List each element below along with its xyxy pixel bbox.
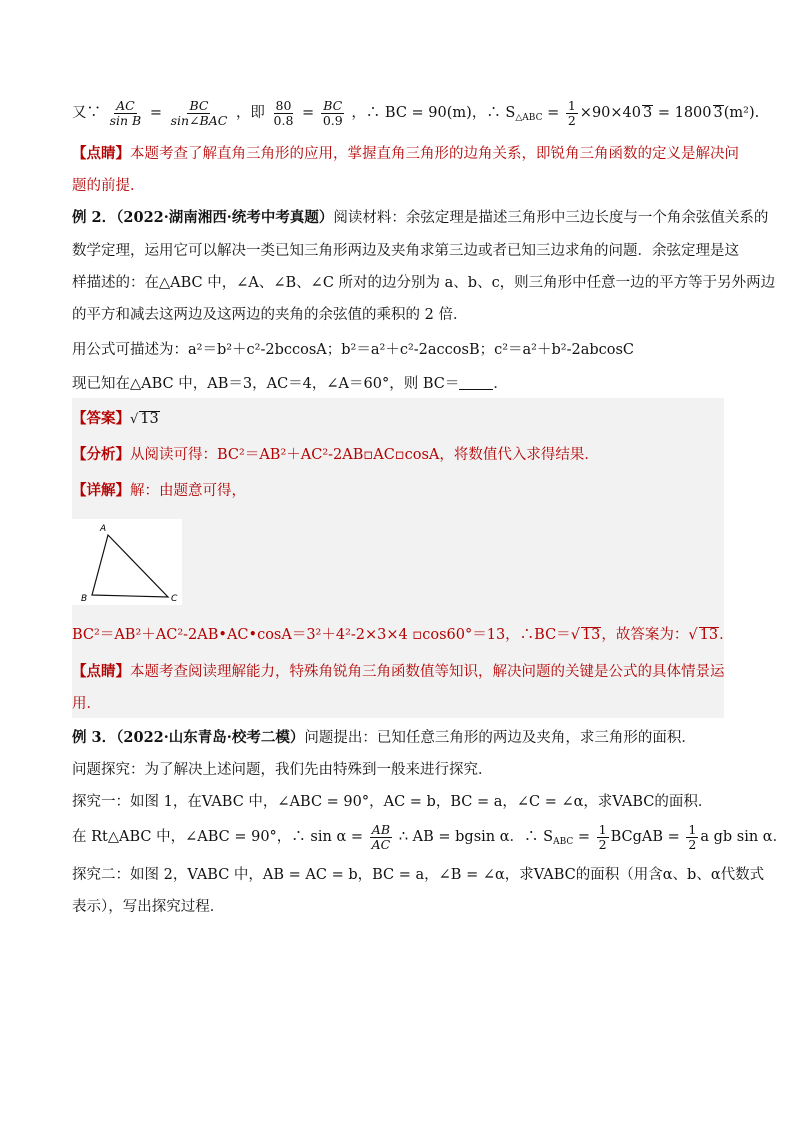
fraction-ab-ac: $\frac{AB}{AC}$ [371, 821, 391, 852]
analysis-line: 【分析】从阅读可得：BC²＝AB²＋AC²-2AB▫AC▫cosA，将数值代入求得结果． [72, 446, 599, 463]
example-3-line-2: 问题探究：为了解决上述问题，我们先由特殊到一般来进行探究． [72, 762, 493, 778]
sqrt-3: 3 [643, 105, 653, 121]
example-2-formula: 用公式可描述为：a²＝b²＋c²-2bccosA；b²＝a²＋c²-2accosB；c²＝a²＋b²-2abcosC [72, 342, 635, 358]
dianjing-1-line-a: 【点睛】本题考查了解直角三角形的应用，掌握直角三角形的边角关系，即锐角三角函数的定义是解决问 [72, 145, 739, 162]
fraction-bc-sinbac: $\frac{BC}{\text{sin∠BAC}}$ [170, 97, 228, 128]
example-3-label: 例 3． [72, 729, 117, 746]
example-3-line-5: 探究二：如图 2，VABC 中，AB = AC = b，BC = a，∠B = ∠α，求VABC的面积（用含α、b、α代数式 [72, 867, 765, 883]
vertex-label-a: A [100, 524, 107, 534]
example-2-line-4: 的平方和减去这两边及这两边的夹角的余弦值的乘积的 2 倍． [72, 307, 468, 323]
text-prefix: 又∵ [72, 105, 101, 121]
answer-tag: 【答案】 [72, 410, 130, 427]
fraction-ac-sinb: $\frac{AC}{\text{sin B}}$ [109, 97, 142, 128]
example-2-source: （2022·湖南湘西·统考中考真题） [116, 209, 334, 226]
detail-tag: 【详解】 [72, 482, 130, 499]
bc-result: ，∴ BC = 90(m) [351, 105, 472, 121]
dianjing-1-line-b: 题的前提． [72, 178, 145, 194]
triangle-shape [92, 535, 168, 597]
dianjing-tag: 【点睛】 [72, 145, 130, 162]
dianjing-tag: 【点睛】 [72, 663, 130, 680]
vertex-label-b: B [81, 594, 88, 604]
sqrt-3: 3 [713, 105, 723, 121]
fraction-half: $\frac{1}{2}$ [567, 97, 576, 128]
example-2-label: 例 2． [72, 209, 117, 226]
fraction-bc-09: $\frac{BC}{0.9}$ [322, 97, 343, 128]
example-3-line-3: 探究一：如图 1，在VABC 中，∠ABC = 90°，AC = b，BC = a，∠C = ∠α，求VABC的面积． [72, 794, 713, 810]
vertex-label-c: C [171, 594, 178, 604]
example-2-line-3: 样描述的：在△ABC 中，∠A、∠B、∠C 所对的边分别为 a、b、c，则三角形中任意一边的平方等于另外两边 [72, 275, 776, 291]
analysis-tag: 【分析】 [72, 446, 130, 463]
example-2-line-2: 数学定理，运用它可以解决一类已知三角形两边及夹角求第三边或者已知三边求角的问题．余弦定理是这 [72, 243, 739, 259]
answer-value: 13 [140, 411, 159, 427]
formula-line-1: 又∵ $\frac{AC}{\text{sin B}}$ = $\frac{BC}{\text{sin∠BAC}}$ ，即 $\frac{80}{0.8}$ = $\frac{BC}{0.9}$ ，∴ BC = 90(m)，∴ $S_{\triangle ABC}$ = $\frac{1}{2}$ ×90×40 3 = 1800 3(m²). [72, 97, 760, 128]
solution-line: BC²＝AB²＋AC²-2AB•AC•cosA＝3²＋4²-2×3×4 ▫cos60°＝13，∴BC＝√ 13，故答案为：√ 13． [72, 627, 734, 643]
example-2-question: 现已知在△ABC 中，AB＝3，AC＝4，∠A＝60°，则 BC＝ ． [72, 376, 508, 392]
dianjing-2-line-b: 用． [72, 696, 101, 712]
example-3-line-1: 例 3．（2022·山东青岛·校考二模）问题提出：已知任意三角形的两边及夹角，求三角形的面积． [72, 729, 696, 746]
triangle-figure [72, 519, 182, 605]
dianjing-2-line-a: 【点睛】本题考查阅读理解能力，特殊角锐角三角函数值等知识，解决问题的关键是公式的具体情景运 [72, 663, 725, 680]
example-3-line-6: 表示），写出探究过程． [72, 899, 225, 915]
example-2-line-1: 例 2．（2022·湖南湘西·统考中考真题）阅读材料：余弦定理是描述三角形中三边长度与一个角余弦值关系的 [72, 209, 769, 226]
detail-line: 【详解】解：由题意可得， [72, 482, 246, 499]
example-3-source: （2022·山东青岛·校考二模） [116, 729, 305, 746]
answer-line: 【答案】√ 13 [72, 410, 159, 427]
example-3-line-4: 在 Rt△ABC 中，∠ABC = 90°，∴ sin α = $\frac{AB}{AC}$ ∴ AB = bgsin α．∴ $S_{ABC}$ = $\frac{1}{2}$ BCgAB = $\frac{1}{2}$ a gb sin α． [72, 821, 788, 852]
answer-blank [459, 375, 493, 390]
fraction-80-08: $\frac{80}{0.8}$ [273, 97, 294, 128]
